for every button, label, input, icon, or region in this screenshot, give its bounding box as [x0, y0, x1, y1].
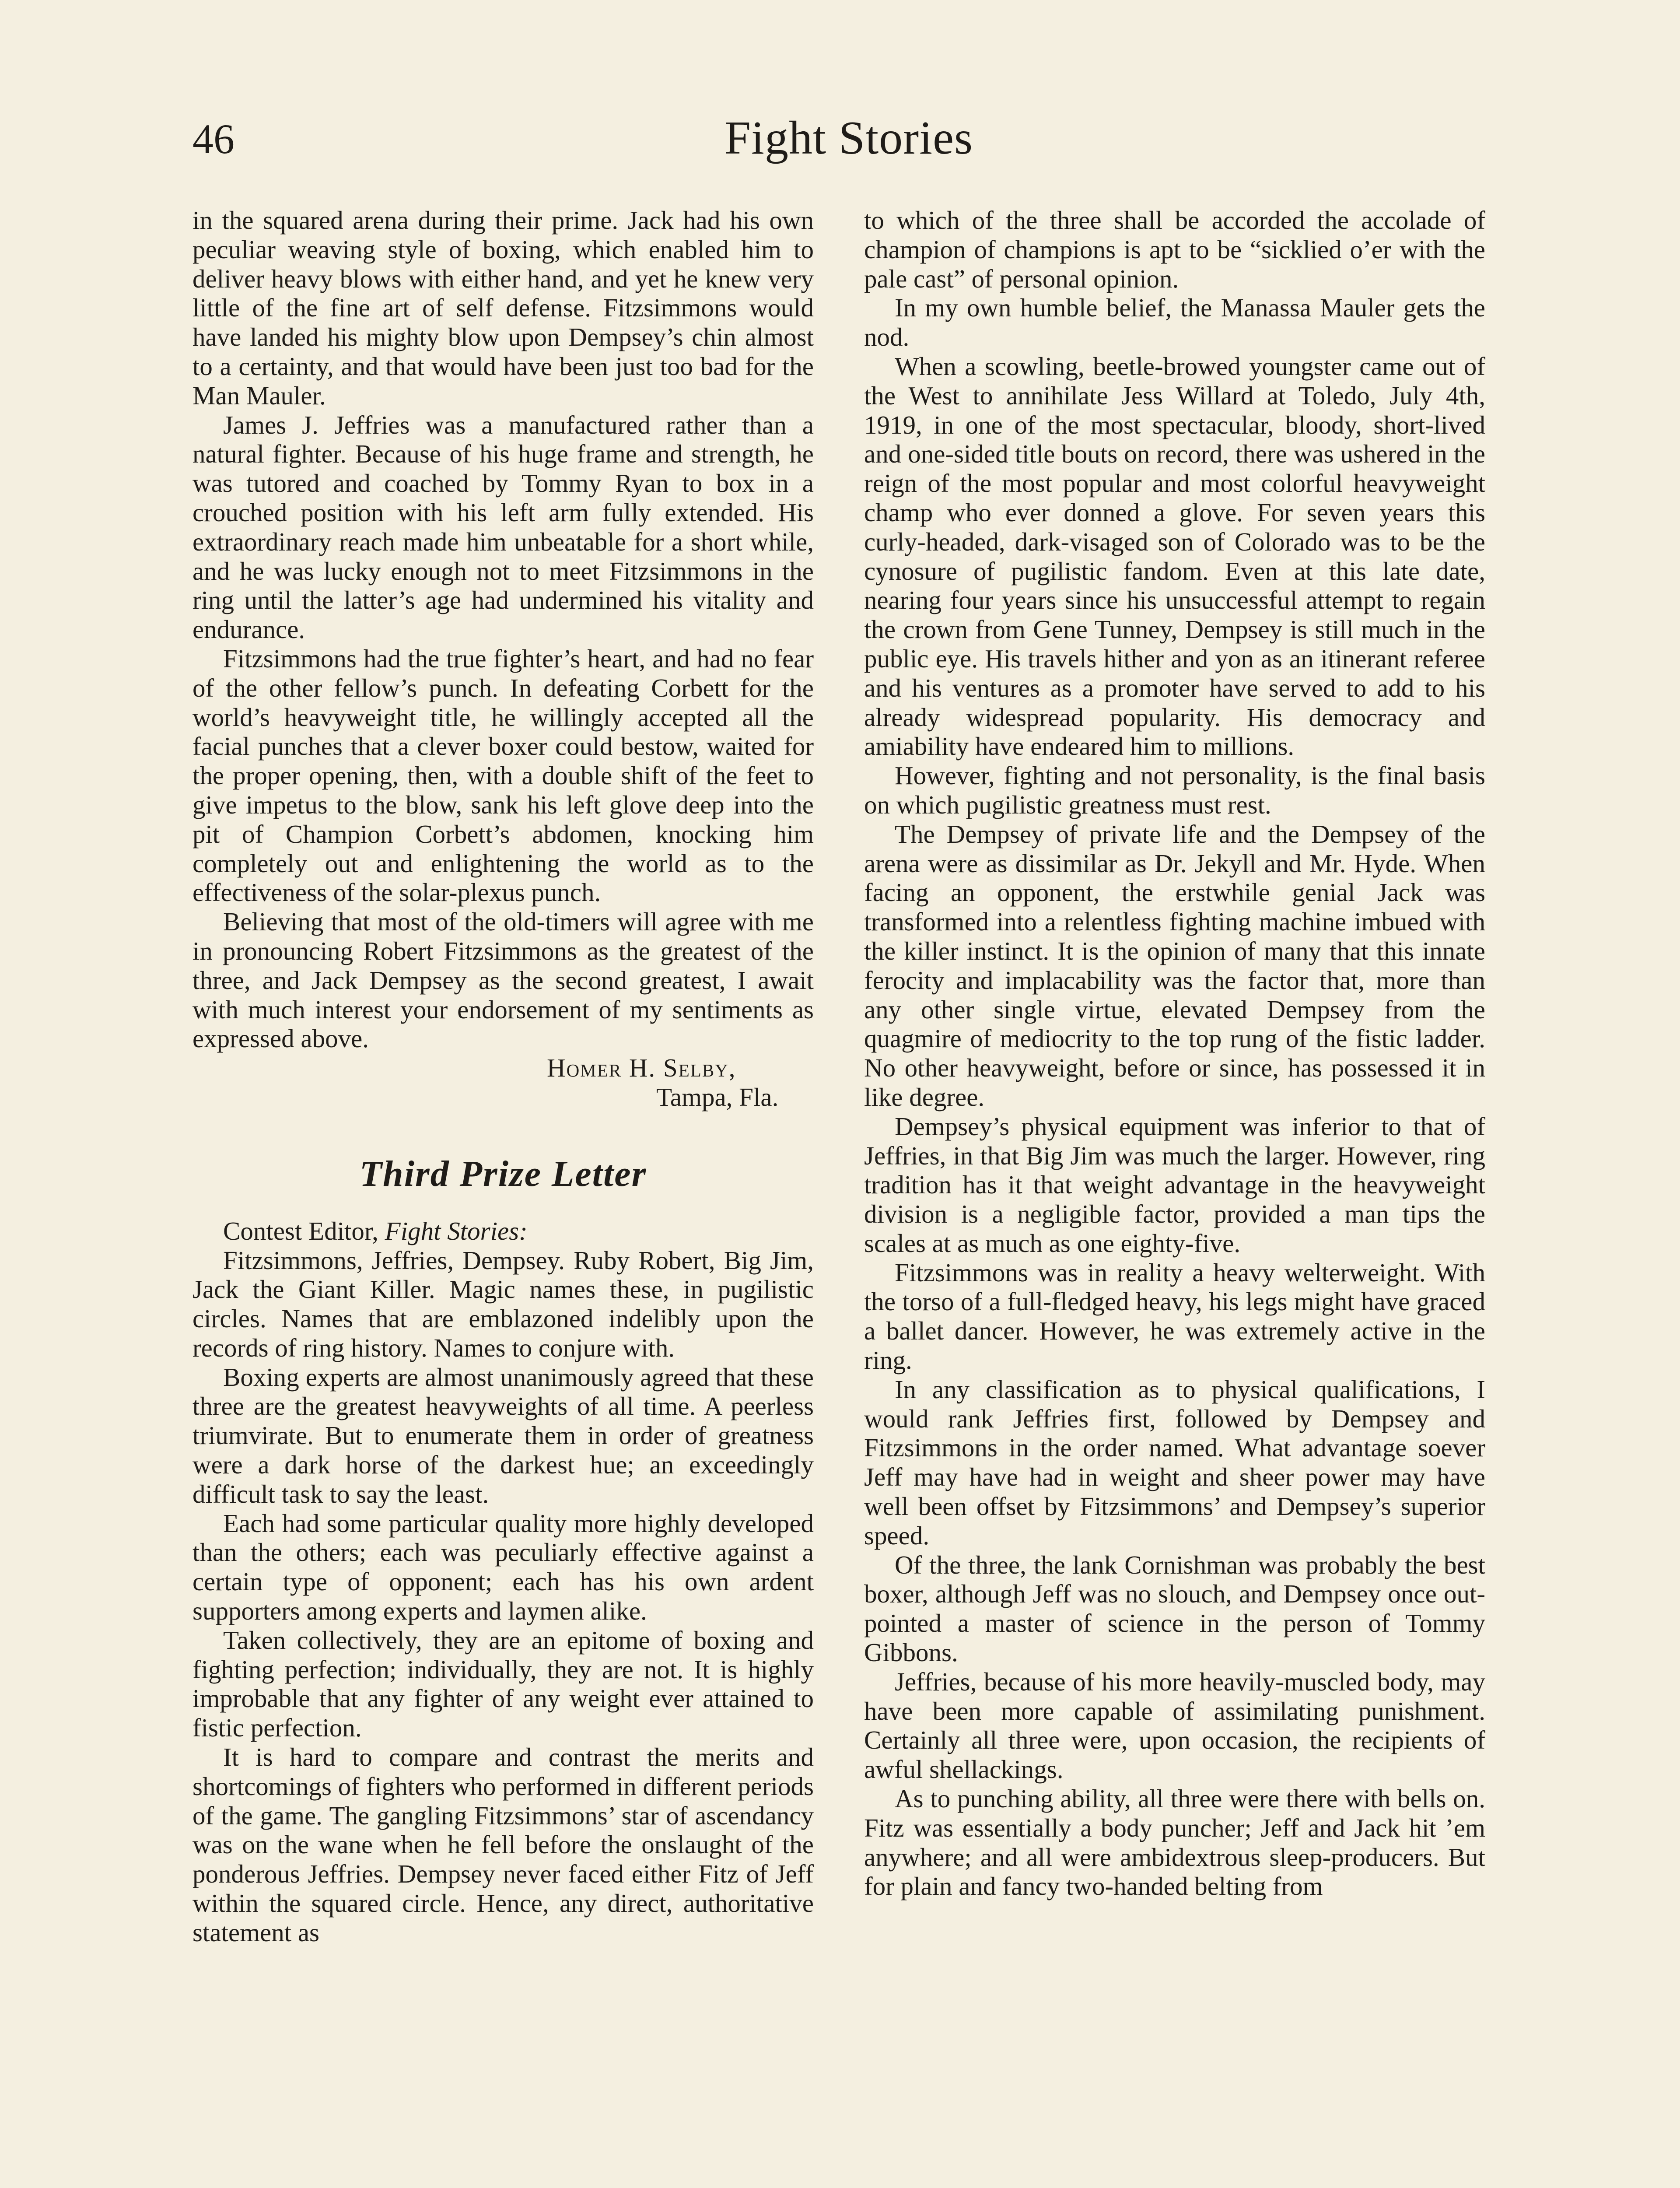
paragraph: Fitzsimmons was in reality a heavy welterweight. With the torso of a full-fledged heavy, his legs might have graced a ballet dancer. However, he was extremely active in the ring.: [864, 1258, 1485, 1375]
paragraph: Boxing experts are almost unanimously agreed that these three are the greatest heavyweights of all time. A peerless triumvirate. But to enumerate them in order of greatness were a dark horse of the darkest hue; an exceedingly difficult task to say the least.: [192, 1362, 814, 1508]
salutation: [192, 1217, 814, 1246]
paragraph: Taken collectively, they are an epitome of boxing and fighting perfection; individually, they are not. It is highly improbable that any fighter of any weight ever attained to fistic perfection.: [192, 1625, 814, 1743]
paragraph: Believing that most of the old-timers will agree with me in pronouncing Robert Fitzsimmons as the greatest of the three, and Jack Dempsey as the second greatest, I await with much interest your endorsement of my sentiments as expressed above.: [192, 907, 814, 1053]
paragraph: Fitzsimmons, Jeffries, Dempsey. Ruby Robert, Big Jim, Jack the Giant Killer. Magic names these, in pugilistic circles. Names that are emblazoned indelibly upon the records of ring history. Names to conjure with.: [192, 1245, 814, 1362]
paragraph: in the squared arena during their prime. Jack had his own peculiar weaving style of boxing, which enabled him to deliver heavy blows with either hand, and yet he knew very little of the fine art of self defense. Fitzsimmons would have landed his mighty blow upon Dempsey’s chin almost to a certainty, and that would have been just too bad for the Man Mauler.: [192, 206, 814, 410]
paragraph: Jeffries, because of his more heavily-muscled body, may have been more capable of assimilating punishment. Certainly all three were, upon occasion, the recipients of awful shellackings.: [864, 1667, 1485, 1784]
running-title: Fight Stories: [724, 112, 973, 164]
right-column: [864, 206, 1485, 1901]
paragraph: When a scowling, beetle-browed youngster came out of the West to annihilate Jess Willard at Toledo, July 4th, 1919, in one of the most spectacular, bloody, short-lived and one-sided title bouts on record, there was ushered in the reign of the most popular and most colorful heavyweight champ who ever donned a glove. For seven years this curly-headed, dark-visaged son of Colorado was to be the cynosure of pugilistic fandom. Even at this late date, nearing four years since his unsuccessful attempt to regain the crown from Gene Tunney, Dempsey is still much in the public eye. His travels hither and yon as an itinerant referee and his ventures as a promoter have served to add to his already widespread popularity. His democracy and amiability have endeared him to millions.: [864, 351, 1485, 761]
paragraph: The Dempsey of private life and the Dempsey of the arena were as dissimilar as Dr. Jekyll and Mr. Hyde. When facing an opponent, the erstwhile genial Jack was transformed into a relentless fighting machine imbued with the killer instinct. It is the opinion of many that this innate ferocity and implacability was the factor that, more than any other single virtue, elevated Dempsey from the quagmire of mediocrity to the top rung of the fistic ladder. No other heavyweight, before or since, has possessed it in like degree.: [864, 819, 1485, 1112]
paragraph: Fitzsimmons had the true fighter’s heart, and had no fear of the other fellow’s punch. In defeating Corbett for the world’s heavyweight title, he willingly accepted all the facial punches that a clever boxer could bestow, waited for the proper opening, then, with a double shift of the feet to give impetus to the blow, sank his left glove deep into the pit of Champion Corbett’s abdomen, knocking him completely out and enlightening the world as to the effectiveness of the solar-plexus punch.: [192, 644, 814, 907]
paragraph: Each had some particular quality more highly developed than the others; each was peculiarly effective against a certain type of opponent; each has his own ardent supporters among experts and laymen alike.: [192, 1508, 814, 1626]
page-header: [192, 112, 1505, 184]
salutation-prefix: Contest Editor,: [223, 1216, 385, 1245]
salutation-magazine: Fight Stories:: [385, 1216, 528, 1245]
paragraph: Dempsey’s physical equipment was inferior to that of Jeffries, in that Big Jim was much the larger. However, ring tradition has it that weight advantage in the heavyweight division is a negligible factor, provided a man tips the scales at as much as one eighty-five.: [864, 1112, 1485, 1258]
paragraph: However, fighting and not personality, is the final basis on which pugilistic greatness must rest.: [864, 761, 1485, 819]
section-heading: Third Prize Letter: [359, 1153, 647, 1194]
signature-place: Tampa, Fla.: [656, 1082, 779, 1112]
paragraph: James J. Jeffries was a manufactured rather than a natural fighter. Because of his huge frame and strength, he was tutored and coached by Tommy Ryan to box in a crouched position with his left arm fully extended. His extraordinary reach made him unbeatable for a short while, and he was lucky enough not to meet Fitzsimmons in the ring until the latter’s age had undermined his vitality and endurance.: [192, 410, 814, 644]
paragraph: As to punching ability, all three were there with bells on. Fitz was essentially a body puncher; Jeff and Jack hit ’em anywhere; and all were ambidextrous sleep-producers. But for plain and fancy two-handed belting from: [864, 1784, 1485, 1901]
left-column: [192, 206, 814, 1947]
signature-name: Homer H. Selby,: [547, 1053, 736, 1083]
page-number: 46: [192, 116, 234, 162]
paragraph: In any classification as to physical qualifications, I would rank Jeffries first, followed by Dempsey and Fitzsimmons in the order named. What advantage soever Jeff may have had in weight and sheer power may have well been offset by Fitzsimmons’ and Dempsey’s superior speed.: [864, 1375, 1485, 1550]
paragraph: to which of the three shall be accorded the accolade of champion of champions is apt to be “sicklied o’er with the pale cast” of personal opinion.: [864, 206, 1485, 293]
paragraph: Of the three, the lank Cornishman was probably the best boxer, although Jeff was no slouch, and Dempsey once out-pointed a master of science in the person of Tommy Gibbons.: [864, 1550, 1485, 1667]
paragraph: It is hard to compare and contrast the merits and shortcomings of fighters who performed in different periods of the game. The gangling Fitzsimmons’ star of ascendancy was on the wane when he fell before the onslaught of the ponderous Jeffries. Dempsey never faced either Fitz of Jeff within the squared circle. Hence, any direct, authoritative statement as: [192, 1743, 814, 1947]
paragraph: In my own humble belief, the Manassa Mauler gets the nod.: [864, 293, 1485, 352]
